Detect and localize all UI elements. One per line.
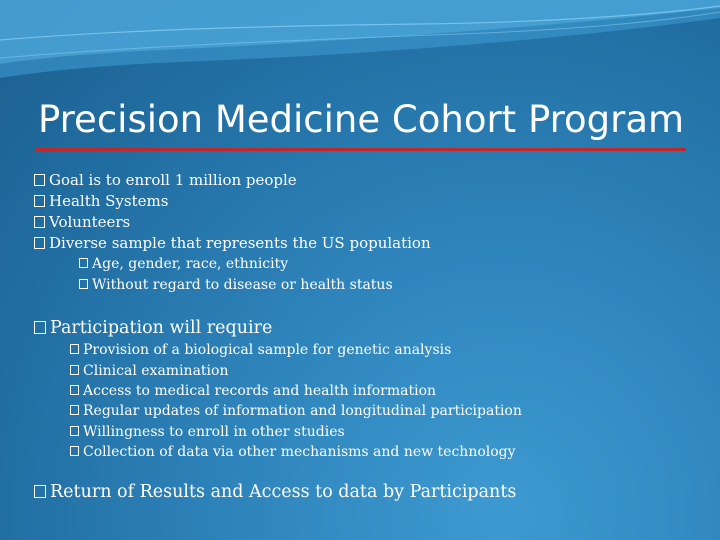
bullet-box-icon [34,174,45,186]
bullet-box-icon [34,195,45,207]
bullet-box-icon [34,237,45,249]
bullet-box-icon [34,485,46,498]
participation-item: Clinical examination [70,362,228,381]
bullet-box-icon [70,385,79,395]
bullet-item: Volunteers [34,212,130,232]
bullet-box-icon [70,365,79,375]
bullet-box-icon [79,279,88,289]
participation-item: Willingness to enroll in other studies [70,423,345,442]
participation-item: Regular updates of information and longitudinal participation [70,402,522,421]
sub-bullet-item: Without regard to disease or health status [79,276,393,295]
bullet-item: Diverse sample that represents the US population [34,233,431,253]
bullet-box-icon [34,321,46,334]
bullet-box-icon [70,426,79,436]
participation-item: Provision of a biological sample for genetic analysis [70,341,451,360]
bullet-box-icon [70,446,79,456]
bullet-box-icon [34,216,45,228]
participation-item: Collection of data via other mechanisms and new technology [70,443,516,462]
bullet-box-icon [79,258,88,268]
participation-heading: Participation will require [34,317,272,339]
bullet-box-icon [70,405,79,415]
final-bullet: Return of Results and Access to data by Participants [34,481,516,503]
bullet-item: Goal is to enroll 1 million people [34,170,297,190]
slide-title: Precision Medicine Cohort Program [38,98,685,141]
bullet-item: Health Systems [34,191,168,211]
bullet-box-icon [70,344,79,354]
sub-bullet-item: Age, gender, race, ethnicity [79,255,288,274]
participation-item: Access to medical records and health information [70,382,436,401]
